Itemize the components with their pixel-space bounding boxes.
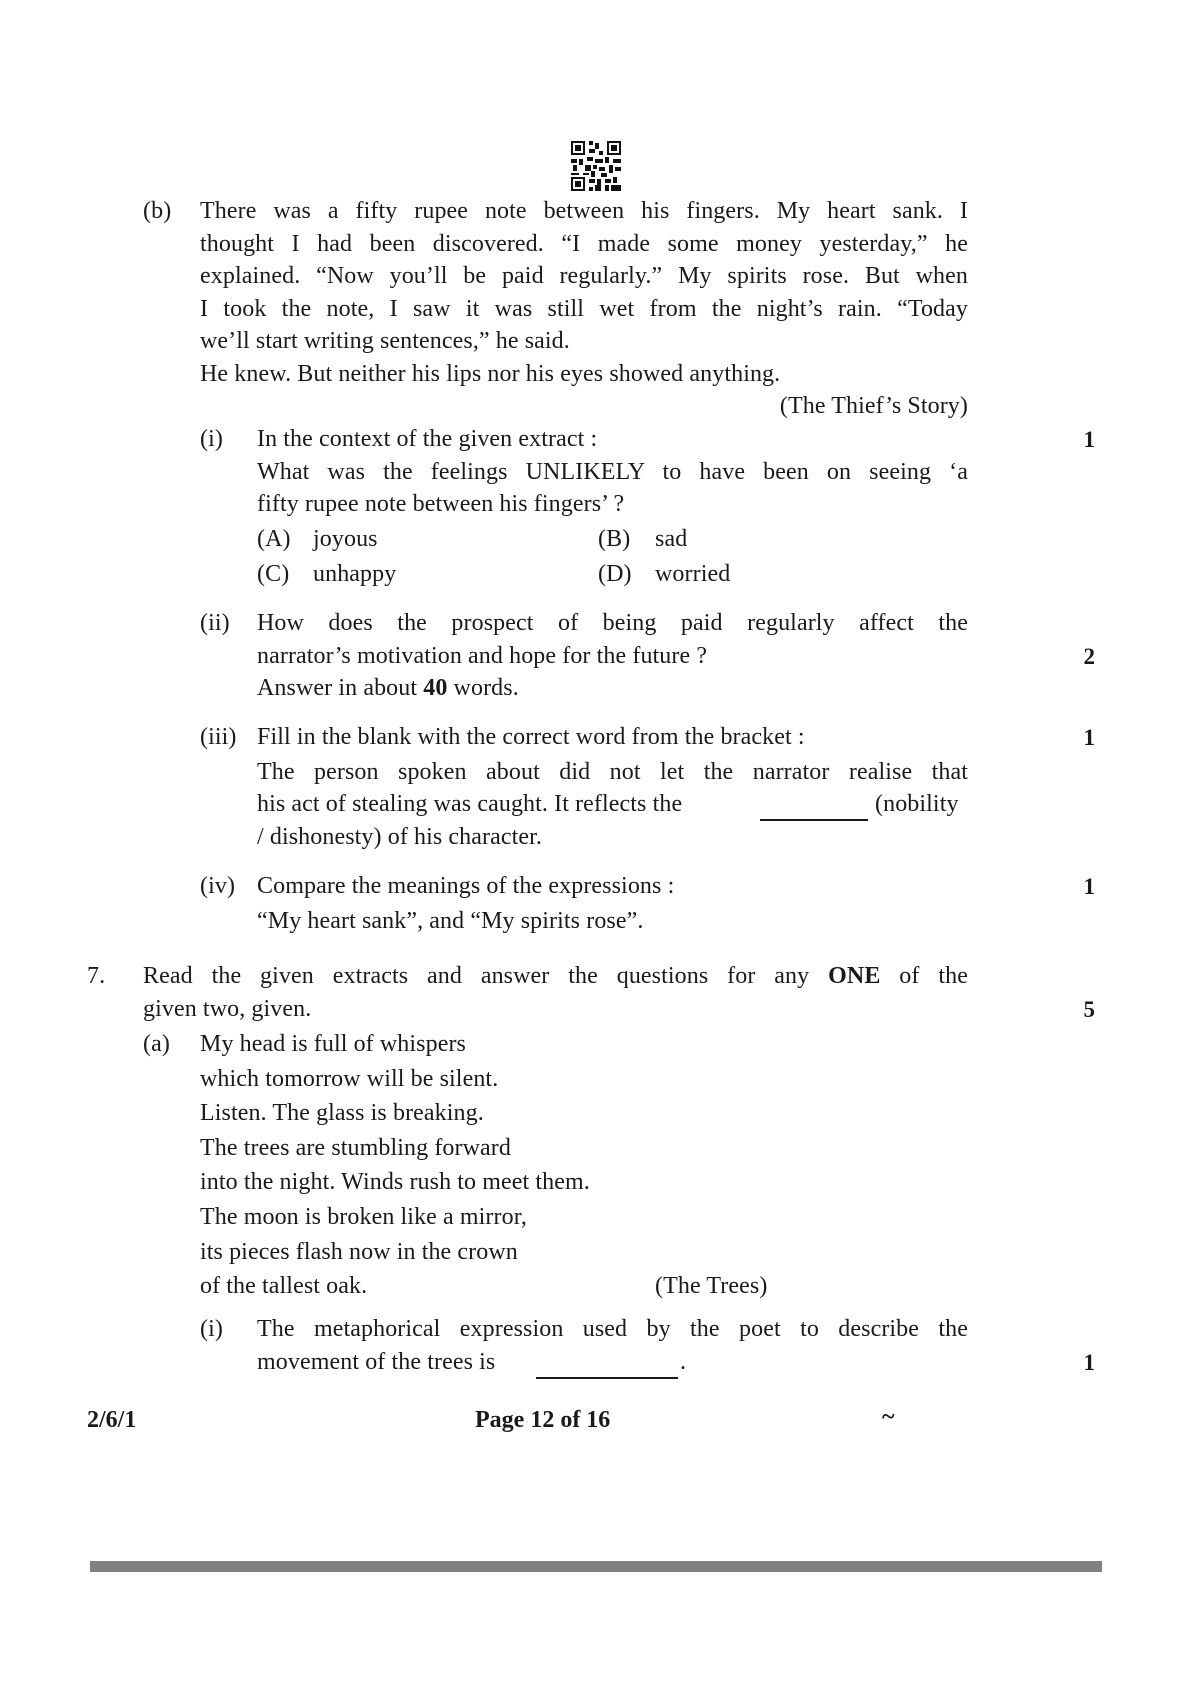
extract-line: He knew. But neither his lips nor his eyes showed anything.: [200, 361, 781, 387]
question-part-label: (a): [143, 1031, 170, 1057]
bracket-options: (nobility: [875, 791, 959, 817]
poem-line: The moon is broken like a mirror,: [200, 1204, 527, 1230]
marks: 2: [1083, 644, 1095, 669]
question-text: his act of stealing was caught. It reflects the: [257, 791, 683, 817]
question-number: 7.: [87, 963, 106, 989]
extract-line: I took the note, I saw it was still wet from the night’s rain. “Today: [200, 296, 968, 322]
fill-in-blank[interactable]: [760, 797, 868, 821]
question-text: How does the prospect of being paid regularly affect the: [257, 610, 968, 636]
page-number: Page 12 of 16: [475, 1407, 611, 1433]
option-label: (B): [598, 526, 631, 552]
qr-code-icon: [571, 141, 621, 191]
option-text: sad: [655, 526, 688, 552]
question-text: fifty rupee note between his fingers’ ?: [257, 491, 625, 517]
poem-line: Listen. The glass is breaking.: [200, 1100, 484, 1126]
question-text: Compare the meanings of the expressions :: [257, 873, 675, 899]
option-text: worried: [655, 561, 731, 587]
question-text: given two, given.: [143, 996, 312, 1022]
question-text: In the context of the given extract :: [257, 426, 598, 452]
sub-question-label: (iii): [200, 724, 237, 750]
poem-line: into the night. Winds rush to meet them.: [200, 1169, 590, 1195]
extract-line: thought I had been discovered. “I made some money yesterday,” he: [200, 231, 968, 257]
question-text: The person spoken about did not let the narrator realise that: [257, 759, 968, 785]
marks: 1: [1083, 874, 1095, 899]
extract-line: There was a fifty rupee note between his fingers. My heart sank. I: [200, 198, 968, 224]
emphasis-text: ONE: [828, 963, 881, 989]
question-part-label: (b): [143, 198, 172, 224]
poem-line: My head is full of whispers: [200, 1031, 466, 1057]
sub-question-label: (i): [200, 426, 223, 452]
question-text: narrator’s motivation and hope for the future ?: [257, 643, 708, 669]
question-text-part: of the: [899, 963, 968, 989]
poem-line: of the tallest oak.: [200, 1273, 368, 1299]
option-text: joyous: [313, 526, 378, 552]
word-count: 40: [423, 675, 448, 701]
marks: 1: [1083, 725, 1095, 750]
option-text: unhappy: [313, 561, 397, 587]
question-text: Fill in the blank with the correct word from the bracket :: [257, 724, 805, 750]
marks: 1: [1083, 427, 1095, 452]
tilde-symbol: ~: [882, 1404, 895, 1430]
sub-question-label: (iv): [200, 873, 236, 899]
poem-line: which tomorrow will be silent.: [200, 1066, 499, 1092]
word-limit-instruction: [257, 671, 519, 706]
question-text: “My heart sank”, and “My spirits rose”.: [257, 908, 644, 934]
instruction-text: words.: [447, 675, 519, 701]
question-text: The metaphorical expression used by the poet to describe the: [257, 1316, 968, 1342]
paper-code: 2/6/1: [87, 1407, 137, 1433]
extract-line: explained. “Now you’ll be paid regularly.” My spirits rose. But when: [200, 263, 968, 289]
poem-source: (The Trees): [655, 1273, 768, 1299]
question-text: movement of the trees is: [257, 1349, 496, 1375]
option-label: (D): [598, 561, 632, 587]
marks: 5: [1083, 997, 1095, 1022]
marks: 1: [1083, 1350, 1095, 1375]
poem-line: The trees are stumbling forward: [200, 1135, 511, 1161]
option-label: (C): [257, 561, 290, 587]
sub-question-label: (ii): [200, 610, 230, 636]
extract-line: we’ll start writing sentences,” he said.: [200, 328, 570, 354]
fill-in-blank[interactable]: [536, 1355, 678, 1379]
extract-source: (The Thief’s Story): [779, 393, 968, 419]
question-text: [143, 959, 968, 994]
question-text: / dishonesty) of his character.: [257, 824, 543, 850]
punctuation: .: [680, 1349, 687, 1375]
question-text: What was the feelings UNLIKELY to have been on seeing ‘a: [257, 459, 968, 485]
sub-question-label: (i): [200, 1316, 223, 1342]
poem-line: its pieces flash now in the crown: [200, 1239, 518, 1265]
instruction-text: Answer in about: [257, 675, 424, 701]
question-text-part: Read the given extracts and answer the questions for any: [143, 963, 810, 989]
option-label: (A): [257, 526, 291, 552]
footer-divider-bar: [90, 1561, 1102, 1572]
